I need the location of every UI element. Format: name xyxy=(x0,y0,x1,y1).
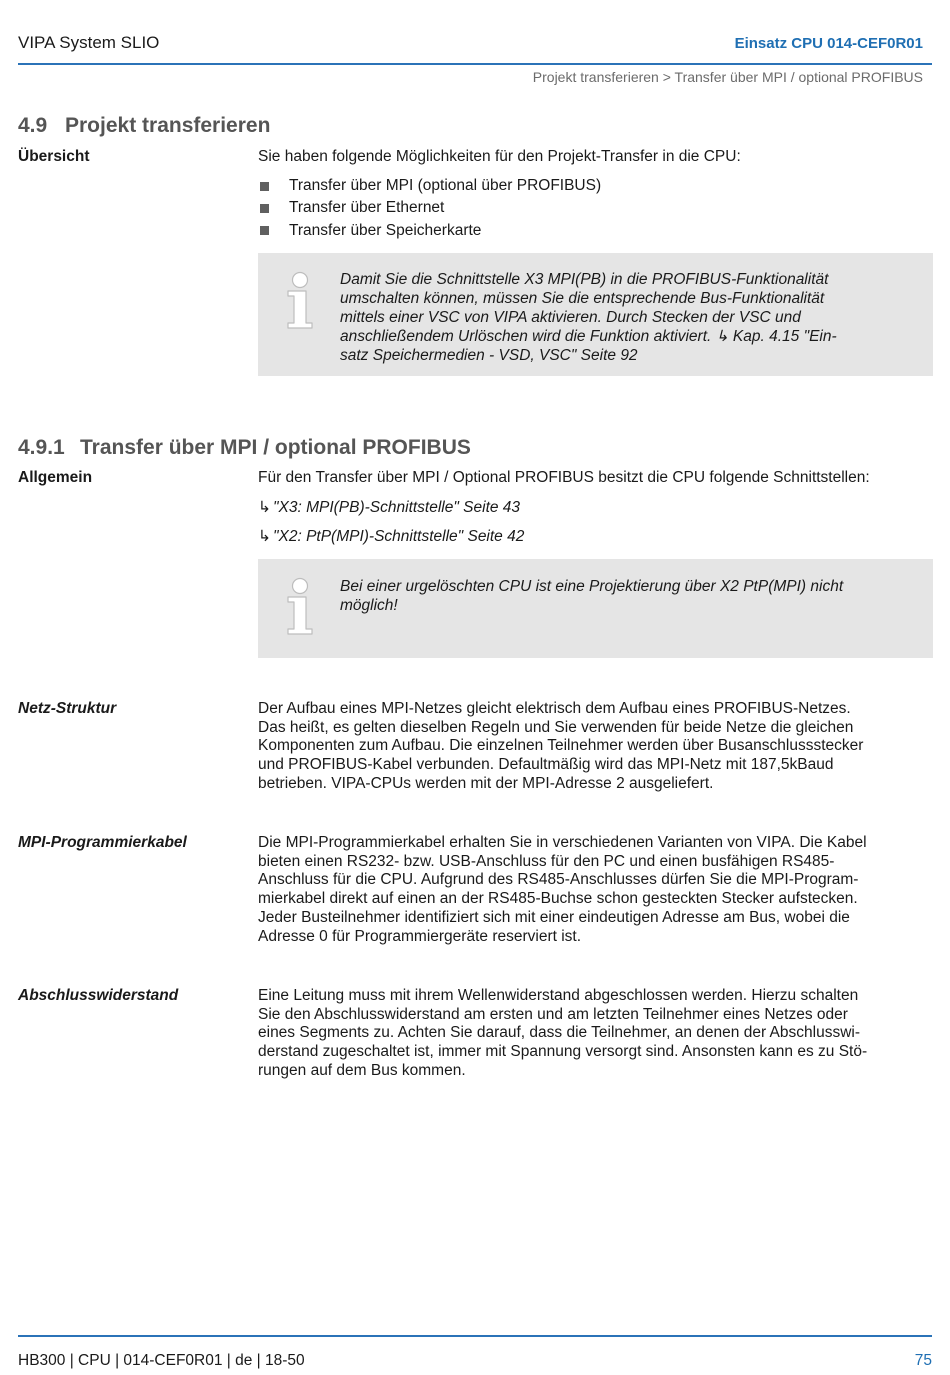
bullet-square-icon xyxy=(260,226,269,235)
general-label: Allgemein xyxy=(18,469,93,486)
text-line: Komponenten zum Aufbau. Die einzelnen Teilnehmer werden über Busanschlussstecker xyxy=(258,737,864,755)
info-icon xyxy=(283,577,317,635)
text-line: Eine Leitung muss mit ihrem Wellenwiderstand abgeschlossen werden. Hierzu schalten xyxy=(258,987,859,1004)
text-line: Jeder Busteilnehmer identifiziert sich mit einer eindeutigen Adresse am Bus, wobei die xyxy=(258,908,850,926)
text-line: mierkabel direkt auf einen an der RS485-Buchse schon gesteckten Stecker aufstecken. xyxy=(258,890,858,908)
list-item xyxy=(258,175,930,197)
overview-intro: Sie haben folgende Möglichkeiten für den Projekt-Transfer in die CPU: xyxy=(258,148,741,165)
text-line: Sie den Abschlusswiderstand am ersten und am letzten Teilnehmer eines Netzes oder xyxy=(258,1005,848,1023)
note-line: mittels einer VSC von VIPA aktivieren. Durch Stecken der VSC und xyxy=(340,309,801,326)
xref-link-x2[interactable] xyxy=(258,527,524,546)
document-title: VIPA System SLIO xyxy=(18,33,160,52)
text-line: und PROFIBUS-Kabel verbunden. Defaultmäßig wird das MPI-Netz mit 187,5kBaud xyxy=(258,756,834,774)
termination-resistor-text xyxy=(258,987,930,1081)
link-arrow-icon: ↳ xyxy=(258,528,271,545)
info-icon xyxy=(283,271,317,329)
info-note xyxy=(258,253,933,376)
text-line: rungen auf dem Bus kommen. xyxy=(258,1061,466,1079)
text-line: eines Segments zu. Achten Sie darauf, dass die Teilnehmer, an denen der Abschlusswi- xyxy=(258,1024,860,1042)
note-line: umschalten können, müssen Sie die entsprechende Bus-Funktionalität xyxy=(340,290,825,307)
bullet-square-icon xyxy=(260,182,269,191)
info-note-text xyxy=(340,577,903,615)
page-number: 75 xyxy=(914,1352,932,1369)
xref-text[interactable]: "X2: PtP(MPI)-Schnittstelle" Seite 42 xyxy=(273,528,525,545)
xref-text[interactable]: "X3: MPI(PB)-Schnittstelle" Seite 43 xyxy=(273,499,521,516)
text-line: Adresse 0 für Programmiergeräte reserviert ist. xyxy=(258,927,582,945)
list-item-text: Transfer über Ethernet xyxy=(289,199,445,217)
overview-label: Übersicht xyxy=(18,148,90,165)
termination-resistor-label: Abschlusswiderstand xyxy=(18,987,179,1004)
note-line: Damit Sie die Schnittstelle X3 MPI(PB) in die PROFIBUS-Funktionalität xyxy=(340,271,829,288)
network-structure-text xyxy=(258,700,930,794)
text-line: Der Aufbau eines MPI-Netzes gleicht elektrisch dem Aufbau eines PROFIBUS-Netzes. xyxy=(258,700,851,717)
xref-link-x3[interactable] xyxy=(258,498,520,517)
text-line: Die MPI-Programmierkabel erhalten Sie in verschiedenen Varianten von VIPA. Die Kabel xyxy=(258,834,867,851)
chapter-title: Einsatz CPU 014-CEF0R01 xyxy=(734,35,923,52)
breadcrumb: Projekt transferieren > Transfer über MPI / optional PROFIBUS xyxy=(532,69,923,85)
note-line-link[interactable]: anschließendem Urlöschen wird die Funktion aktiviert. ↳ Kap. 4.15 "Ein- xyxy=(340,328,837,345)
list-item-text: Transfer über Speicherkarte xyxy=(289,221,482,239)
footer-divider xyxy=(18,1335,932,1337)
general-text: Für den Transfer über MPI / Optional PROFIBUS besitzt die CPU folgende Schnittstellen: xyxy=(258,469,870,486)
subsection-number: 4.9.1 xyxy=(18,436,65,459)
mpi-cable-label: MPI-Programmierkabel xyxy=(18,834,187,851)
info-note xyxy=(258,559,933,658)
section-number: 4.9 xyxy=(18,114,48,137)
list-item xyxy=(258,197,930,219)
text-line: Anschluss für die CPU. Aufgrund des RS485-Anschlusses dürfen Sie die MPI-Program- xyxy=(258,871,859,889)
text-line: bieten einen RS232- bzw. USB-Anschluss für den PC und einen busfähigen RS485- xyxy=(258,852,835,870)
text-line: derstand zugeschaltet ist, immer mit Spannung versorgt sind. Ansonsten kann es zu Stö- xyxy=(258,1043,868,1061)
transfer-options-list xyxy=(258,175,930,242)
info-note-text xyxy=(340,270,903,365)
note-line: möglich! xyxy=(340,597,398,614)
text-line: Das heißt, es gelten dieselben Regeln und Sie verwenden für beide Netze die gleichen xyxy=(258,718,854,736)
bullet-square-icon xyxy=(260,204,269,213)
subsection-title: Transfer über MPI / optional PROFIBUS xyxy=(80,436,471,459)
section-heading xyxy=(18,114,270,138)
note-line-link[interactable]: satz Speichermedien - VSD, VSC" Seite 92 xyxy=(340,347,638,364)
network-structure-label: Netz-Struktur xyxy=(18,700,117,717)
text-line: betrieben. VIPA-CPUs werden mit der MPI-Adresse 2 ausgeliefert. xyxy=(258,774,714,792)
list-item-text: Transfer über MPI (optional über PROFIBUS) xyxy=(289,177,602,195)
note-line: Bei einer urgelöschten CPU ist eine Projektierung über X2 PtP(MPI) nicht xyxy=(340,578,844,595)
header-divider xyxy=(18,63,932,65)
link-arrow-icon: ↳ xyxy=(258,499,271,516)
list-item xyxy=(258,220,930,242)
footer-doc-id: HB300 | CPU | 014-CEF0R01 | de | 18-50 xyxy=(18,1352,305,1369)
section-title: Projekt transferieren xyxy=(65,114,271,137)
subsection-heading xyxy=(18,436,471,460)
mpi-cable-text xyxy=(258,834,930,946)
